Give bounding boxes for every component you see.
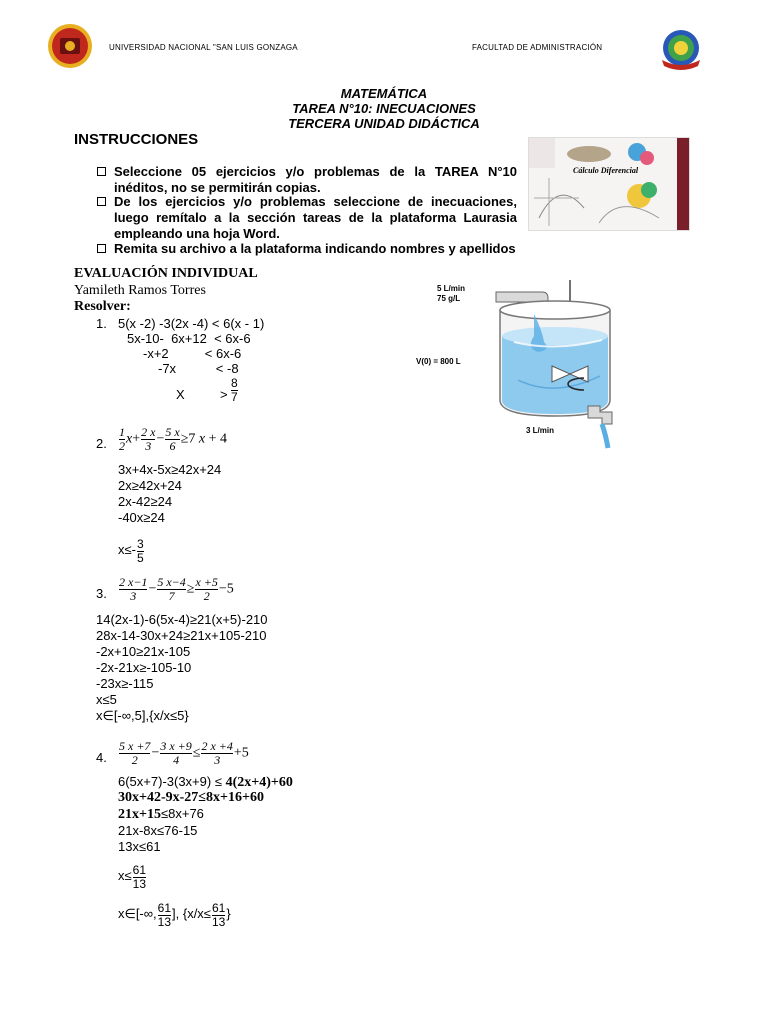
problem-number: 3. <box>96 586 107 601</box>
p1-result-op: > <box>220 387 228 402</box>
university-name: UNIVERSIDAD NACIONAL "SAN LUIS GONZAGA <box>109 43 298 52</box>
checkbox-icon <box>97 244 106 253</box>
p4-line: 21x-8x≤76-15 <box>118 823 198 838</box>
problem-number: 2. <box>96 436 107 451</box>
instruction-item-3: Remita su archivo a la plataforma indicando nombres y apellidos <box>97 241 567 257</box>
problem-number: 1. <box>96 316 107 331</box>
evaluation-heading: EVALUACIÓN INDIVIDUAL <box>74 266 258 281</box>
faculty-logo <box>658 26 704 72</box>
p2-result: x≤- $\frac{3}{5}$ <box>118 537 144 565</box>
p1-line: -7x < -8 <box>158 361 239 376</box>
resolver-label: Resolver: <box>74 299 131 314</box>
p4-line: 13x≤61 <box>118 839 161 854</box>
p1-result-fraction: $\frac{8}{7}$ <box>231 376 238 404</box>
instruction-item-2: De los ejercicios y/o problemas seleccione de inecuaciones, luego remítalo a la sección tareas de la plataforma Laurasia empleando una hoja Word. <box>97 194 517 242</box>
university-logo <box>46 22 94 70</box>
p4-line: 6(5x+7)-3(3x+9) ≤ 4(2x+4)+60 <box>118 774 293 790</box>
title-unit: TERCERA UNIDAD DIDÁCTICA <box>288 116 480 131</box>
illustration-label: Cálculo Diferencial <box>573 166 639 175</box>
p3-line: -23x≥-115 <box>96 676 154 691</box>
initial-volume-label: V(0) = 800 L <box>416 357 461 366</box>
p1-line: 5x-10- 6x+12 < 6x-6 <box>127 331 251 346</box>
p1-line: -x+2 < 6x-6 <box>143 346 242 361</box>
p4-result: x≤ $\frac{61}{13}$ <box>118 863 146 891</box>
faculty-name: FACULTAD DE ADMINISTRACIÓN <box>472 43 603 52</box>
tank-diagram <box>416 280 646 450</box>
instructions-heading: INSTRUCCIONES <box>74 131 199 148</box>
title-subject: MATEMÁTICA <box>340 86 428 101</box>
p3-line: 14(2x-1)-6(5x-4)≥21(x+5)-210 <box>96 612 268 627</box>
p2-line: 3x+4x-5x≥42x+24 <box>118 462 222 477</box>
p4-line: 30x+42-9x-27≤8x+16+60 <box>118 790 264 805</box>
p2-line: 2x≥42x+24 <box>118 478 182 493</box>
p3-line: x≤5 <box>96 692 117 707</box>
p4-interval: x∈[-∞, $\frac{61}{13}$ ], {x/x≤ $\frac{61}{13}$ } <box>118 901 231 929</box>
student-name: Yamileth Ramos Torres <box>74 283 206 298</box>
p2-equation: $\frac{1}{2}$ x+ $\frac{2 x}{3}$ − $\frac{5 x}{6}$ ≥7 x + 4 <box>119 425 227 453</box>
checkbox-icon <box>97 167 106 176</box>
p1-result-var: X <box>176 387 185 402</box>
title-task: TAREA N°10: INECUACIONES <box>292 101 476 116</box>
inflow-concentration-label: 75 g/L <box>437 294 461 303</box>
checkbox-icon <box>97 197 106 206</box>
problem-number: 4. <box>96 750 107 765</box>
p1-line: 5(x -2) -3(2x -4) < 6(x - 1) <box>118 316 265 331</box>
p2-line: 2x-42≥24 <box>118 494 173 509</box>
p3-line: 28x-14-30x+24≥21x+105-210 <box>96 628 267 643</box>
p4-equation: $\frac{5 x +7}{2}$ − $\frac{3 x +9}{4}$ ≤ $\frac{2 x +4}{3}$ +5 <box>119 739 249 767</box>
outflow-rate-label: 3 L/min <box>526 426 555 435</box>
p3-line: x∈[-∞,5],{x/x≤5} <box>96 708 189 723</box>
instruction-item-1: Seleccione 05 ejercicios y/o problemas de la TAREA N°10 inéditos, no se permitirán copias. <box>97 164 517 196</box>
inflow-rate-label: 5 L/min <box>437 284 466 293</box>
p3-line: -2x-21x≥-105-10 <box>96 660 192 675</box>
p4-line: 21x+15≤8x+76 <box>118 806 204 822</box>
p2-line: -40x≥24 <box>118 510 165 525</box>
p3-line: -2x+10≥21x-105 <box>96 644 191 659</box>
calculus-illustration <box>528 137 690 231</box>
p3-equation: $\frac{2 x-1}{3}$ − $\frac{5 x-4}{7}$ ≥ $\frac{x +5}{2}$ −5 <box>119 575 234 603</box>
